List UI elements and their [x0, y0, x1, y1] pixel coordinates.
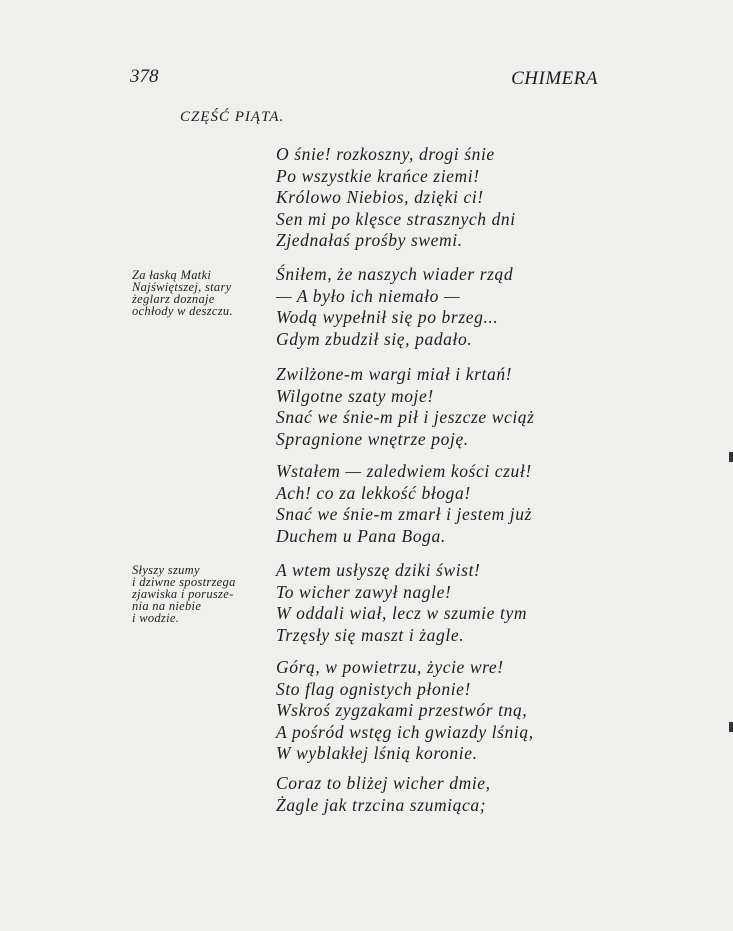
part-title: CZĘŚĆ PIĄTA. — [180, 109, 285, 125]
verse-line: Coraz to bliżej wicher dmie, — [276, 773, 491, 793]
side-note — [132, 564, 236, 624]
verse-line: Wstałem — zaledwiem kości czuł! — [276, 461, 532, 481]
verse-line: Snać we śnie-m pił i jeszcze wciąż — [276, 407, 535, 428]
page-edge-mark — [729, 722, 733, 732]
verse-line: W oddali wiał, lecz w szumie tym — [276, 603, 528, 624]
stanza — [276, 364, 535, 450]
verse-line: W wyblakłej lśnią koronie. — [276, 743, 478, 764]
verse-line: A pośród wstęg ich gwiazdy lśnią, — [276, 721, 534, 742]
verse-line: A wtem usłyszę dziki świst! — [276, 560, 481, 580]
verse-line: Sen mi po klęsce strasznych dni — [276, 208, 516, 229]
verse-line: Zjednałaś prośby swemi. — [276, 230, 463, 251]
verse-line: Duchem u Pana Boga. — [276, 525, 446, 546]
verse-line: Wodą wypełnił się po brzeg... — [276, 307, 499, 328]
side-note-line: nia na niebie — [132, 599, 202, 613]
side-note-line: Słyszy szumy — [132, 563, 200, 577]
verse-line: Spragnione wnętrze poję. — [276, 428, 469, 449]
verse-line: Żagle jak trzcina szumiąca; — [276, 794, 487, 815]
verse-line: Wskroś zygzakami przestwór tną, — [276, 700, 528, 721]
side-note-line: żeglarz doznaje — [132, 292, 215, 306]
side-note-line: i dziwne spostrzega — [132, 575, 236, 589]
page-number: 378 — [130, 66, 159, 87]
verse-line: Snać we śnie-m zmarł i jestem już — [276, 504, 533, 525]
verse-line: Sto flag ognistych płonie! — [276, 678, 471, 699]
verse-line: Zwilżone-m wargi miał i krtań! — [276, 364, 513, 384]
verse-line: — A było ich niemało — — [276, 285, 461, 306]
stanza — [276, 657, 534, 765]
verse-line: Po wszystkie krańce ziemi! — [276, 165, 480, 186]
verse-line: Trzęsły się maszt i żagle. — [276, 624, 465, 645]
side-note — [132, 269, 233, 317]
stanza — [276, 773, 491, 816]
verse-line: To wicher zawył nagle! — [276, 581, 452, 602]
verse-line: Gdym zbudził się, padało. — [276, 328, 473, 349]
verse-line: Królowo Niebios, dzięki ci! — [276, 187, 484, 208]
running-title: CHIMERA — [511, 68, 598, 89]
side-note-line: i wodzie. — [132, 611, 180, 625]
stanza — [276, 560, 527, 646]
side-note-line: Najświętszej, stary — [132, 280, 232, 294]
verse-line: O śnie! rozkoszny, drogi śnie — [276, 144, 495, 164]
verse-line: Ach! co za lekkość błoga! — [276, 482, 471, 503]
stanza — [276, 461, 532, 547]
side-note-line: zjawiska i porusze- — [132, 587, 234, 601]
stanza — [276, 144, 516, 252]
verse-line: Śniłem, że naszych wiader rząd — [276, 264, 514, 284]
page-edge-mark — [729, 452, 733, 462]
stanza — [276, 264, 513, 350]
verse-line: Wilgotne szaty moje! — [276, 385, 434, 406]
side-note-line: ochłody w deszczu. — [132, 304, 233, 318]
verse-line: Górą, w powietrzu, życie wre! — [276, 657, 504, 677]
side-note-line: Za łaską Matki — [132, 268, 212, 282]
